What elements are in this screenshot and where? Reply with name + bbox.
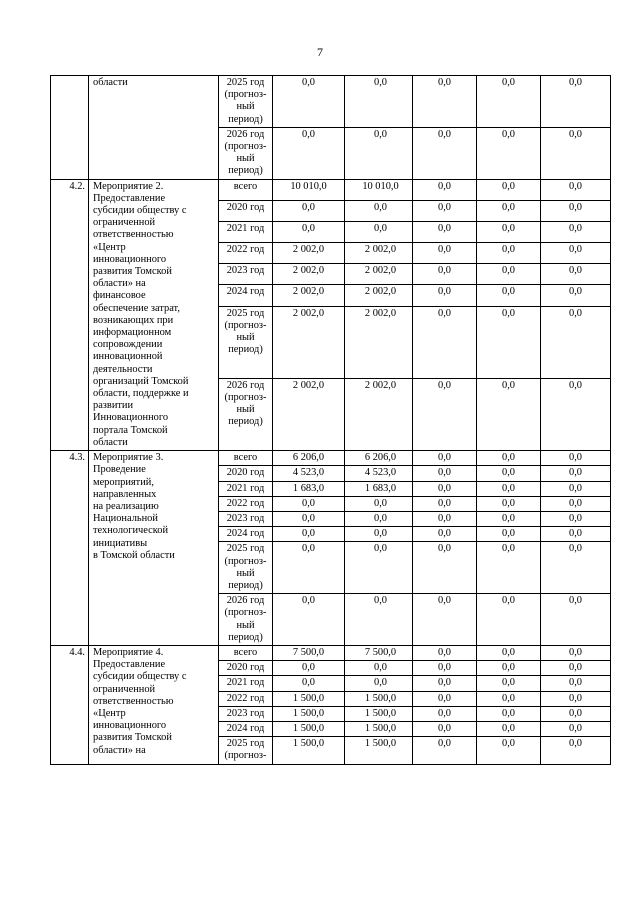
value-cell: 0,0	[345, 594, 413, 646]
value-cell: 0,0	[477, 661, 541, 676]
value-cell: 0,0	[541, 706, 611, 721]
item-name-line: в Томской области	[93, 549, 175, 561]
value-cell: 10 010,0	[345, 179, 413, 200]
period-line: 2026 год	[226, 128, 265, 140]
item-name-line: портала Томской	[93, 424, 168, 436]
value-cell: 0,0	[273, 127, 345, 179]
item-name-line: области	[93, 77, 128, 88]
value-cell: 0,0	[413, 661, 477, 676]
value-cell: 0,0	[477, 306, 541, 378]
period-cell	[219, 451, 273, 466]
value-cell: 2 002,0	[345, 285, 413, 306]
value-cell: 0,0	[413, 737, 477, 764]
item-name-line: ограниченной	[93, 217, 156, 229]
value-cell: 2 002,0	[345, 264, 413, 285]
period-line: 2024 год	[226, 286, 265, 298]
value-cell: 0,0	[345, 221, 413, 242]
period-line: (прогноз-	[224, 555, 267, 567]
value-cell: 2 002,0	[273, 378, 345, 450]
item-name-line: Предоставление	[93, 659, 166, 671]
value-cell: 0,0	[413, 285, 477, 306]
item-name-line: Мероприятие 4.	[93, 646, 164, 658]
value-cell: 1 500,0	[273, 737, 345, 764]
value-cell: 0,0	[477, 466, 541, 481]
value-cell: 6 206,0	[345, 451, 413, 466]
value-cell: 0,0	[477, 76, 541, 128]
item-name-line: деятельности	[93, 363, 153, 375]
value-cell: 0,0	[477, 691, 541, 706]
item-name-line: инновационного	[93, 253, 167, 265]
value-cell: 0,0	[413, 243, 477, 264]
value-cell: 0,0	[413, 645, 477, 660]
table-row	[51, 645, 611, 660]
period-line: всего	[233, 180, 258, 192]
item-name-line: развития Томской	[93, 732, 172, 744]
value-cell: 0,0	[477, 721, 541, 736]
item-name-cell	[89, 645, 219, 764]
period-cell	[219, 706, 273, 721]
program-table	[50, 75, 611, 765]
period-line: 2022 год	[226, 244, 265, 256]
value-cell: 0,0	[541, 511, 611, 526]
period-line: (прогноз-	[224, 392, 267, 404]
item-name-line: субсидии обществу с	[93, 671, 187, 683]
value-cell: 1 500,0	[345, 737, 413, 764]
item-name-line: направленных	[93, 488, 157, 500]
period-line: (прогноз-	[224, 141, 267, 153]
value-cell: 0,0	[541, 264, 611, 285]
value-cell: 7 500,0	[345, 645, 413, 660]
value-cell: 0,0	[477, 127, 541, 179]
item-name-line: Предоставление	[93, 192, 166, 204]
value-cell: 1 500,0	[345, 691, 413, 706]
value-cell: 0,0	[477, 706, 541, 721]
value-cell: 0,0	[413, 76, 477, 128]
item-name-line: инициативы	[93, 537, 148, 549]
item-name-line: Национальной	[93, 513, 158, 525]
period-cell	[219, 466, 273, 481]
item-name-line: инновационного	[93, 720, 167, 732]
value-cell: 1 683,0	[273, 481, 345, 496]
value-cell: 0,0	[273, 527, 345, 542]
value-cell: 0,0	[541, 306, 611, 378]
period-cell	[219, 594, 273, 646]
item-name-line: области	[93, 436, 128, 448]
value-cell: 0,0	[413, 378, 477, 450]
item-number-cell: 4.3.	[51, 451, 89, 646]
value-cell: 0,0	[541, 542, 611, 594]
value-cell: 1 500,0	[273, 691, 345, 706]
item-name-line: Мероприятие 3.	[93, 452, 164, 464]
period-line: 2024 год	[226, 722, 265, 734]
value-cell: 0,0	[541, 378, 611, 450]
period-line: 2023 год	[226, 512, 265, 524]
value-cell: 1 500,0	[345, 721, 413, 736]
value-cell: 0,0	[413, 179, 477, 200]
item-name-line: ограниченной	[93, 683, 156, 695]
value-cell: 0,0	[273, 676, 345, 691]
value-cell: 0,0	[477, 179, 541, 200]
value-cell: 0,0	[345, 676, 413, 691]
value-cell: 0,0	[541, 661, 611, 676]
period-line: (прогноз-	[224, 89, 267, 101]
value-cell: 0,0	[541, 221, 611, 242]
period-cell	[219, 542, 273, 594]
period-cell	[219, 200, 273, 221]
value-cell: 0,0	[541, 179, 611, 200]
item-name-cell	[89, 76, 219, 180]
period-line: (прогноз-	[224, 319, 267, 331]
period-cell	[219, 127, 273, 179]
period-line: 2023 год	[226, 265, 265, 277]
value-cell: 1 500,0	[345, 706, 413, 721]
period-cell	[219, 378, 273, 450]
value-cell: 0,0	[477, 451, 541, 466]
period-cell	[219, 511, 273, 526]
period-line: 2025 год	[226, 738, 265, 750]
table-row	[51, 76, 611, 128]
period-line: период)	[228, 579, 263, 591]
value-cell: 0,0	[541, 594, 611, 646]
period-line: (прогноз-	[224, 750, 267, 762]
value-cell: 2 002,0	[273, 306, 345, 378]
value-cell: 0,0	[273, 661, 345, 676]
value-cell: 0,0	[541, 645, 611, 660]
item-name-line: развития Томской	[93, 266, 172, 278]
item-name-line: области» на	[93, 278, 146, 290]
period-cell	[219, 721, 273, 736]
value-cell: 0,0	[477, 264, 541, 285]
item-name-line: области» на	[93, 744, 146, 756]
table-row	[51, 179, 611, 200]
item-name-line: организаций Томской	[93, 375, 189, 387]
period-cell	[219, 285, 273, 306]
period-line: ный	[236, 332, 255, 344]
value-cell: 2 002,0	[345, 306, 413, 378]
period-cell	[219, 76, 273, 128]
value-cell: 0,0	[477, 481, 541, 496]
value-cell: 0,0	[273, 221, 345, 242]
value-cell: 0,0	[477, 200, 541, 221]
item-name-line: финансовое	[93, 290, 146, 302]
value-cell: 0,0	[413, 706, 477, 721]
item-name-line: ответственностью	[93, 695, 174, 707]
item-name-line: «Центр	[93, 707, 126, 719]
value-cell: 0,0	[413, 127, 477, 179]
period-line: ный	[236, 404, 255, 416]
value-cell: 0,0	[345, 496, 413, 511]
value-cell: 0,0	[413, 496, 477, 511]
value-cell: 0,0	[477, 496, 541, 511]
value-cell: 0,0	[413, 466, 477, 481]
item-name-line: «Центр	[93, 241, 126, 253]
period-cell	[219, 481, 273, 496]
item-name-line: области, поддержке и	[93, 388, 189, 400]
value-cell: 0,0	[413, 306, 477, 378]
period-cell	[219, 527, 273, 542]
value-cell: 0,0	[541, 200, 611, 221]
value-cell: 0,0	[345, 661, 413, 676]
value-cell: 0,0	[477, 527, 541, 542]
value-cell: 0,0	[477, 243, 541, 264]
value-cell: 0,0	[273, 200, 345, 221]
value-cell: 0,0	[273, 542, 345, 594]
value-cell: 0,0	[345, 542, 413, 594]
period-cell	[219, 676, 273, 691]
value-cell: 0,0	[541, 691, 611, 706]
value-cell: 0,0	[413, 221, 477, 242]
period-line: ный	[236, 567, 255, 579]
period-cell	[219, 243, 273, 264]
value-cell: 2 002,0	[345, 378, 413, 450]
item-name-line: мероприятий,	[93, 476, 154, 488]
period-cell	[219, 221, 273, 242]
item-number-cell: 4.4.	[51, 645, 89, 764]
value-cell: 7 500,0	[273, 645, 345, 660]
period-line: 2022 год	[226, 497, 265, 509]
item-name-line: ответственностью	[93, 229, 174, 241]
period-cell	[219, 179, 273, 200]
period-line: 2025 год	[226, 77, 265, 88]
period-cell	[219, 691, 273, 706]
period-cell	[219, 496, 273, 511]
period-line: ный	[236, 101, 255, 113]
value-cell: 0,0	[477, 594, 541, 646]
value-cell: 0,0	[413, 527, 477, 542]
period-line: 2021 год	[226, 482, 265, 494]
period-line: всего	[233, 452, 258, 464]
value-cell: 0,0	[477, 737, 541, 764]
value-cell: 2 002,0	[273, 264, 345, 285]
item-name-line: обеспечение затрат,	[93, 302, 180, 314]
period-line: период)	[228, 344, 263, 356]
value-cell: 0,0	[273, 496, 345, 511]
period-line: ный	[236, 153, 255, 165]
value-cell: 0,0	[413, 721, 477, 736]
item-name-line: на реализацию	[93, 500, 159, 512]
period-cell	[219, 661, 273, 676]
value-cell: 2 002,0	[273, 285, 345, 306]
period-line: 2020 год	[226, 467, 265, 479]
value-cell: 0,0	[273, 76, 345, 128]
period-line: 2026 год	[226, 595, 265, 607]
item-name-cell	[89, 451, 219, 646]
period-line: 2020 год	[226, 662, 265, 674]
period-line: 2025 год	[226, 543, 265, 555]
value-cell: 0,0	[541, 496, 611, 511]
value-cell: 0,0	[541, 466, 611, 481]
item-name-cell	[89, 179, 219, 450]
value-cell: 6 206,0	[273, 451, 345, 466]
item-name-line: возникающих при	[93, 314, 174, 326]
period-line: 2024 год	[226, 528, 265, 540]
value-cell: 1 683,0	[345, 481, 413, 496]
value-cell: 4 523,0	[273, 466, 345, 481]
value-cell: 0,0	[477, 378, 541, 450]
item-name-line: развитии	[93, 400, 134, 412]
value-cell: 0,0	[345, 127, 413, 179]
item-name-line: Мероприятие 2.	[93, 180, 164, 192]
value-cell: 0,0	[413, 481, 477, 496]
value-cell: 0,0	[541, 243, 611, 264]
value-cell: 0,0	[413, 511, 477, 526]
value-cell: 0,0	[541, 721, 611, 736]
period-line: 2022 год	[226, 692, 265, 704]
period-line: 2021 год	[226, 677, 265, 689]
period-line: (прогноз-	[224, 607, 267, 619]
value-cell: 0,0	[541, 285, 611, 306]
page-number: 7	[317, 45, 323, 59]
period-line: период)	[228, 113, 263, 125]
value-cell: 10 010,0	[273, 179, 345, 200]
value-cell: 0,0	[413, 264, 477, 285]
value-cell: 4 523,0	[345, 466, 413, 481]
value-cell: 0,0	[541, 527, 611, 542]
item-name-line: субсидии обществу с	[93, 205, 187, 217]
item-name-line: Инновационного	[93, 412, 169, 424]
item-name-line: информационном	[93, 327, 172, 339]
value-cell: 0,0	[477, 285, 541, 306]
value-cell: 0,0	[541, 676, 611, 691]
item-name-line: инновационной	[93, 351, 163, 363]
value-cell: 2 002,0	[345, 243, 413, 264]
value-cell: 0,0	[413, 676, 477, 691]
value-cell: 0,0	[345, 527, 413, 542]
period-line: период)	[228, 416, 263, 428]
item-number-cell	[51, 76, 89, 180]
period-cell	[219, 645, 273, 660]
period-line: 2021 год	[226, 222, 265, 234]
item-name-line: Проведение	[93, 464, 146, 476]
period-cell	[219, 306, 273, 378]
period-line: 2026 год	[226, 379, 265, 391]
value-cell: 0,0	[345, 200, 413, 221]
period-line: период)	[228, 165, 263, 177]
period-line: период)	[228, 631, 263, 643]
value-cell: 0,0	[413, 691, 477, 706]
period-line: 2025 год	[226, 307, 265, 319]
period-cell	[219, 737, 273, 764]
value-cell: 0,0	[345, 76, 413, 128]
value-cell: 0,0	[477, 645, 541, 660]
period-line: всего	[233, 646, 258, 658]
period-line: 2020 год	[226, 201, 265, 213]
value-cell: 1 500,0	[273, 721, 345, 736]
value-cell: 0,0	[477, 542, 541, 594]
value-cell: 0,0	[477, 676, 541, 691]
value-cell: 0,0	[345, 511, 413, 526]
period-line: ный	[236, 619, 255, 631]
value-cell: 0,0	[273, 594, 345, 646]
value-cell: 0,0	[541, 76, 611, 128]
table-row	[51, 451, 611, 466]
item-name-line: сопровождении	[93, 339, 163, 351]
period-cell	[219, 264, 273, 285]
value-cell: 0,0	[413, 200, 477, 221]
period-line: 2023 год	[226, 707, 265, 719]
value-cell: 1 500,0	[273, 706, 345, 721]
value-cell: 0,0	[477, 511, 541, 526]
value-cell: 0,0	[273, 511, 345, 526]
value-cell: 0,0	[413, 451, 477, 466]
value-cell: 0,0	[413, 594, 477, 646]
value-cell: 2 002,0	[273, 243, 345, 264]
table-body	[51, 76, 611, 765]
value-cell: 0,0	[541, 737, 611, 764]
item-number-cell: 4.2.	[51, 179, 89, 450]
value-cell: 0,0	[541, 481, 611, 496]
value-cell: 0,0	[541, 451, 611, 466]
item-name-line: технологической	[93, 525, 169, 537]
value-cell: 0,0	[477, 221, 541, 242]
value-cell: 0,0	[413, 542, 477, 594]
value-cell: 0,0	[541, 127, 611, 179]
